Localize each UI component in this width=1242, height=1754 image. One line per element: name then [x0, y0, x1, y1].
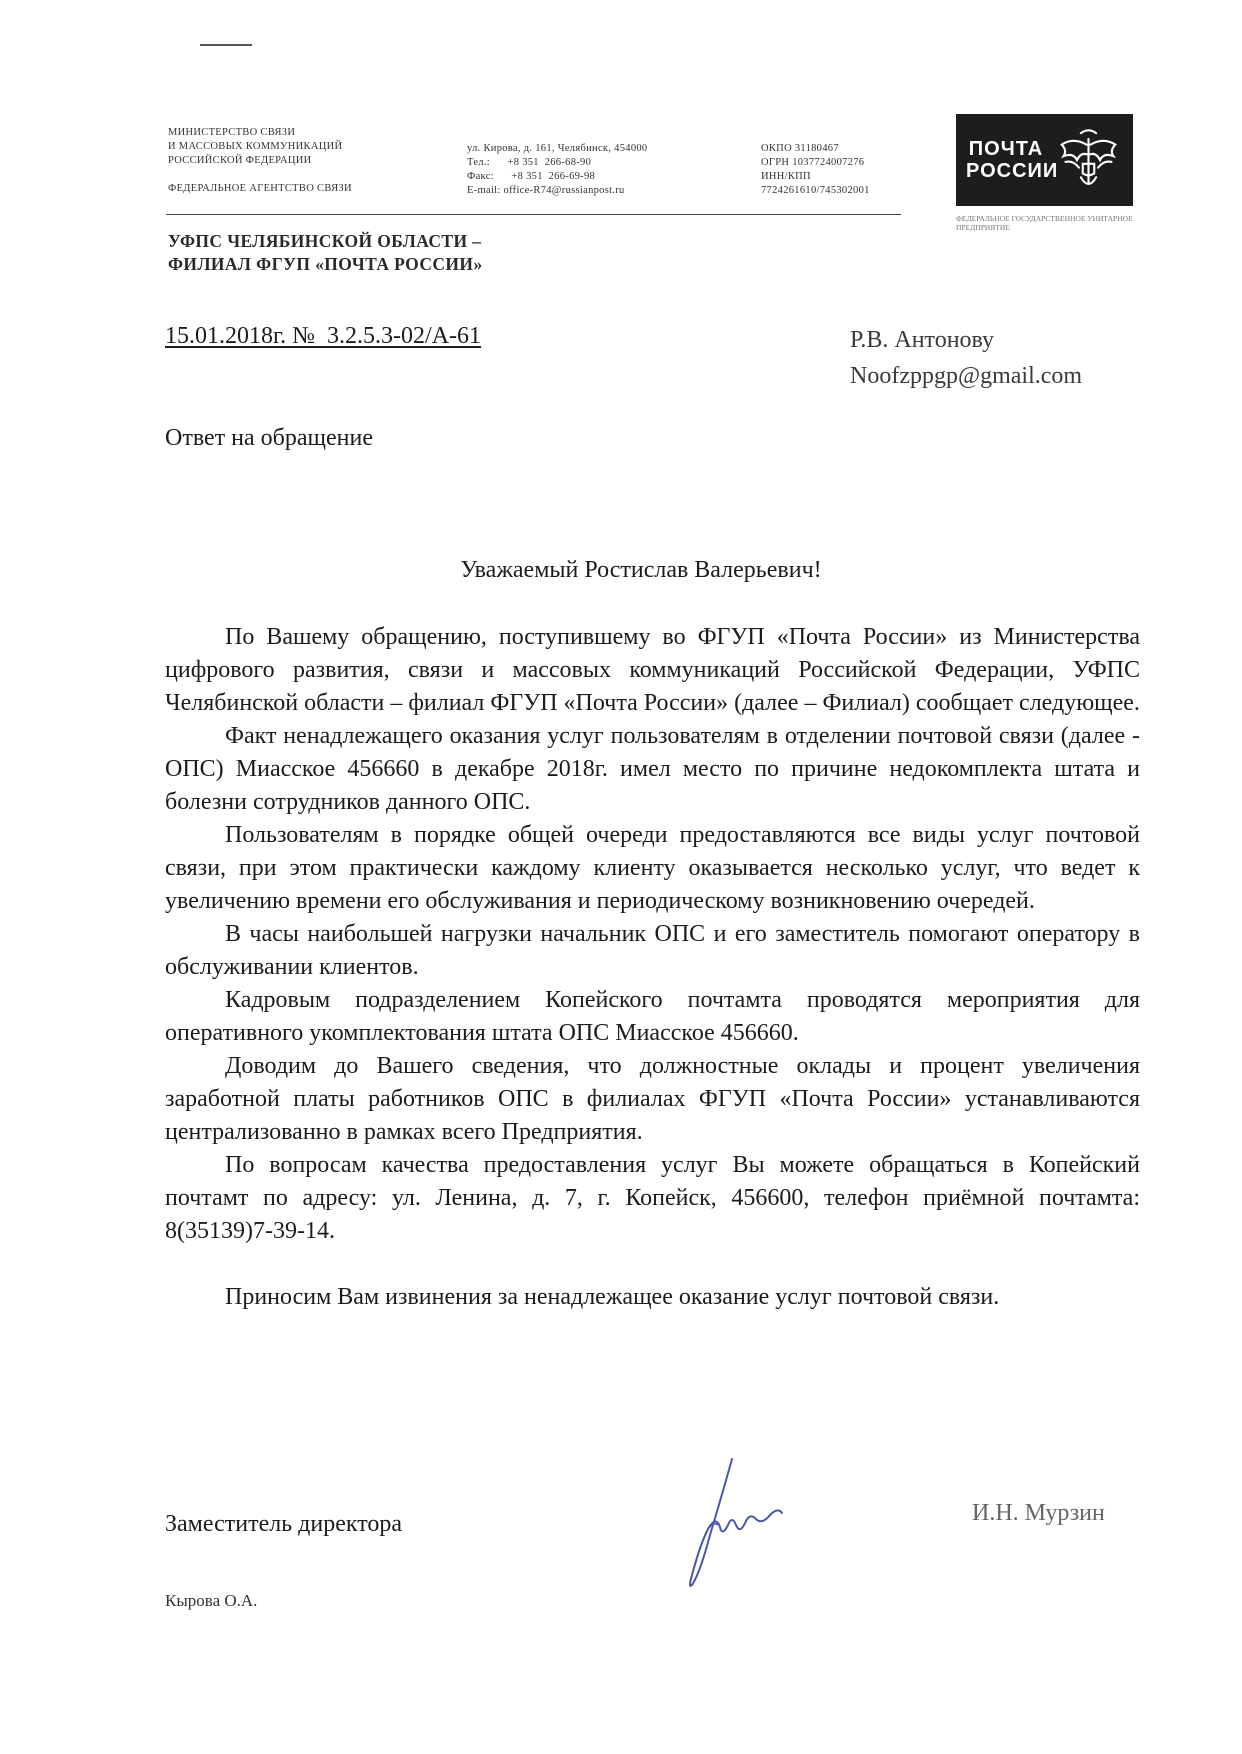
eagle-emblem-icon	[1054, 122, 1123, 198]
closing-paragraph: Приносим Вам извинения за ненадлежащее оказание услуг почтовой связи.	[225, 1284, 1000, 1310]
logo-subtitle: ФЕДЕРАЛЬНОЕ ГОСУДАРСТВЕННОЕ УНИТАРНОЕ ПРЕДПРИЯТИЕ	[956, 214, 1133, 232]
ministry-line-1: МИНИСТЕРСТВО СВЯЗИ	[168, 127, 296, 138]
inn-kpp-line: 7724261610/745302001	[761, 185, 870, 196]
recipient-name: Р.В. Антонову	[850, 327, 995, 353]
recipient-email: Noofzppgp@gmail.com	[850, 363, 1083, 389]
addressee-block	[850, 322, 1082, 394]
paragraph-3: Пользователям в порядке общей очереди предоставляются все виды услуг почтовой связи, при этом практически каждому клиенту оказывается несколько услуг, что ведет к увеличению времени его обслуживания и периодическому возникновению очередей.	[165, 822, 1140, 914]
paragraph-5: Кадровым подразделением Копейского почтамта проводятся мероприятия для оперативного укомплектования штата ОПС Миасское 456660.	[165, 987, 1140, 1046]
paragraph-7: По вопросам качества предоставления услуг Вы можете обращаться в Копейский почтамт по адресу: ул. Ленина, д. 7, г. Копейск, 456600, телефон приёмной почтамта: 8(35139)7-39-14.	[165, 1152, 1140, 1244]
russian-post-logo	[956, 114, 1133, 206]
ministry-line-2: И МАССОВЫХ КОММУНИКАЦИЙ	[168, 141, 343, 152]
organization-line-1: УФПС ЧЕЛЯБИНСКОЙ ОБЛАСТИ –	[168, 231, 482, 251]
letter-body	[165, 621, 1140, 1314]
organization-name	[168, 230, 483, 276]
paragraph-2: Факт ненадлежащего оказания услуг пользователям в отделении почтовой связи (далее - ОПС) Миасское 456660 в декабре 2018г. имел место по причине недокомплекта штата и болезни сотрудников данного ОПС.	[165, 723, 1140, 815]
email-line: E-mail: office-R74@russianpost.ru	[467, 185, 625, 196]
logo-text-1: ПОЧТА	[968, 138, 1044, 160]
inn-kpp-label: ИНН/КПП	[761, 171, 811, 182]
organization-line-2: ФИЛИАЛ ФГУП «ПОЧТА РОССИИ»	[168, 254, 483, 274]
signer-name: И.Н. Мурзин	[972, 1500, 1105, 1526]
paragraph-6: Доводим до Вашего сведения, что должностные оклады и процент увеличения заработной платы работников ОПС в филиалах ФГУП «Почта России» устанавливаются централизованно в рамках всего Предприятия.	[165, 1053, 1140, 1145]
executor-name: Кырова О.А.	[165, 1591, 258, 1610]
letterhead-ministry	[168, 126, 352, 196]
letterhead-contacts	[467, 142, 647, 198]
corner-mark	[200, 44, 252, 46]
logo-text-2: РОССИИ	[966, 160, 1059, 182]
okpo-line: ОКПО 31180467	[761, 143, 839, 154]
signer-title: Заместитель директора	[165, 1511, 403, 1537]
fax-line: Факс: +8 351 266-69-98	[467, 171, 596, 182]
handwritten-signature	[670, 1455, 800, 1590]
letter-subject: Ответ на обращение	[165, 425, 373, 451]
letterhead-divider	[166, 214, 901, 215]
reference-number: 15.01.2018г. № 3.2.5.3-02/А-61	[165, 323, 482, 349]
paragraph-1: По Вашему обращению, поступившему во ФГУП «Почта России» из Министерства цифрового развития, связи и массовых коммуникаций Российской Федерации, УФПС Челябинской области – филиал ФГУП «Почта России» (далее – Филиал) сообщает следующее.	[165, 624, 1140, 716]
address-line: ул. Кирова, д. 161, Челябинск, 454000	[467, 143, 648, 154]
letterhead-codes	[761, 142, 870, 198]
letter-reference	[165, 323, 481, 350]
ogrn-line: ОГРН 1037724007276	[761, 157, 865, 168]
ministry-line-3: РОССИЙСКОЙ ФЕДЕРАЦИИ	[168, 155, 312, 166]
phone-line: Тел.: +8 351 266-68-90	[467, 157, 592, 168]
agency-line: ФЕДЕРАЛЬНОЕ АГЕНТСТВО СВЯЗИ	[168, 183, 352, 194]
paragraph-4: В часы наибольшей нагрузки начальник ОПС и его заместитель помогают оператору в обслуживании клиентов.	[165, 921, 1140, 980]
letter-greeting: Уважаемый Ростислав Валерьевич!	[460, 557, 822, 583]
